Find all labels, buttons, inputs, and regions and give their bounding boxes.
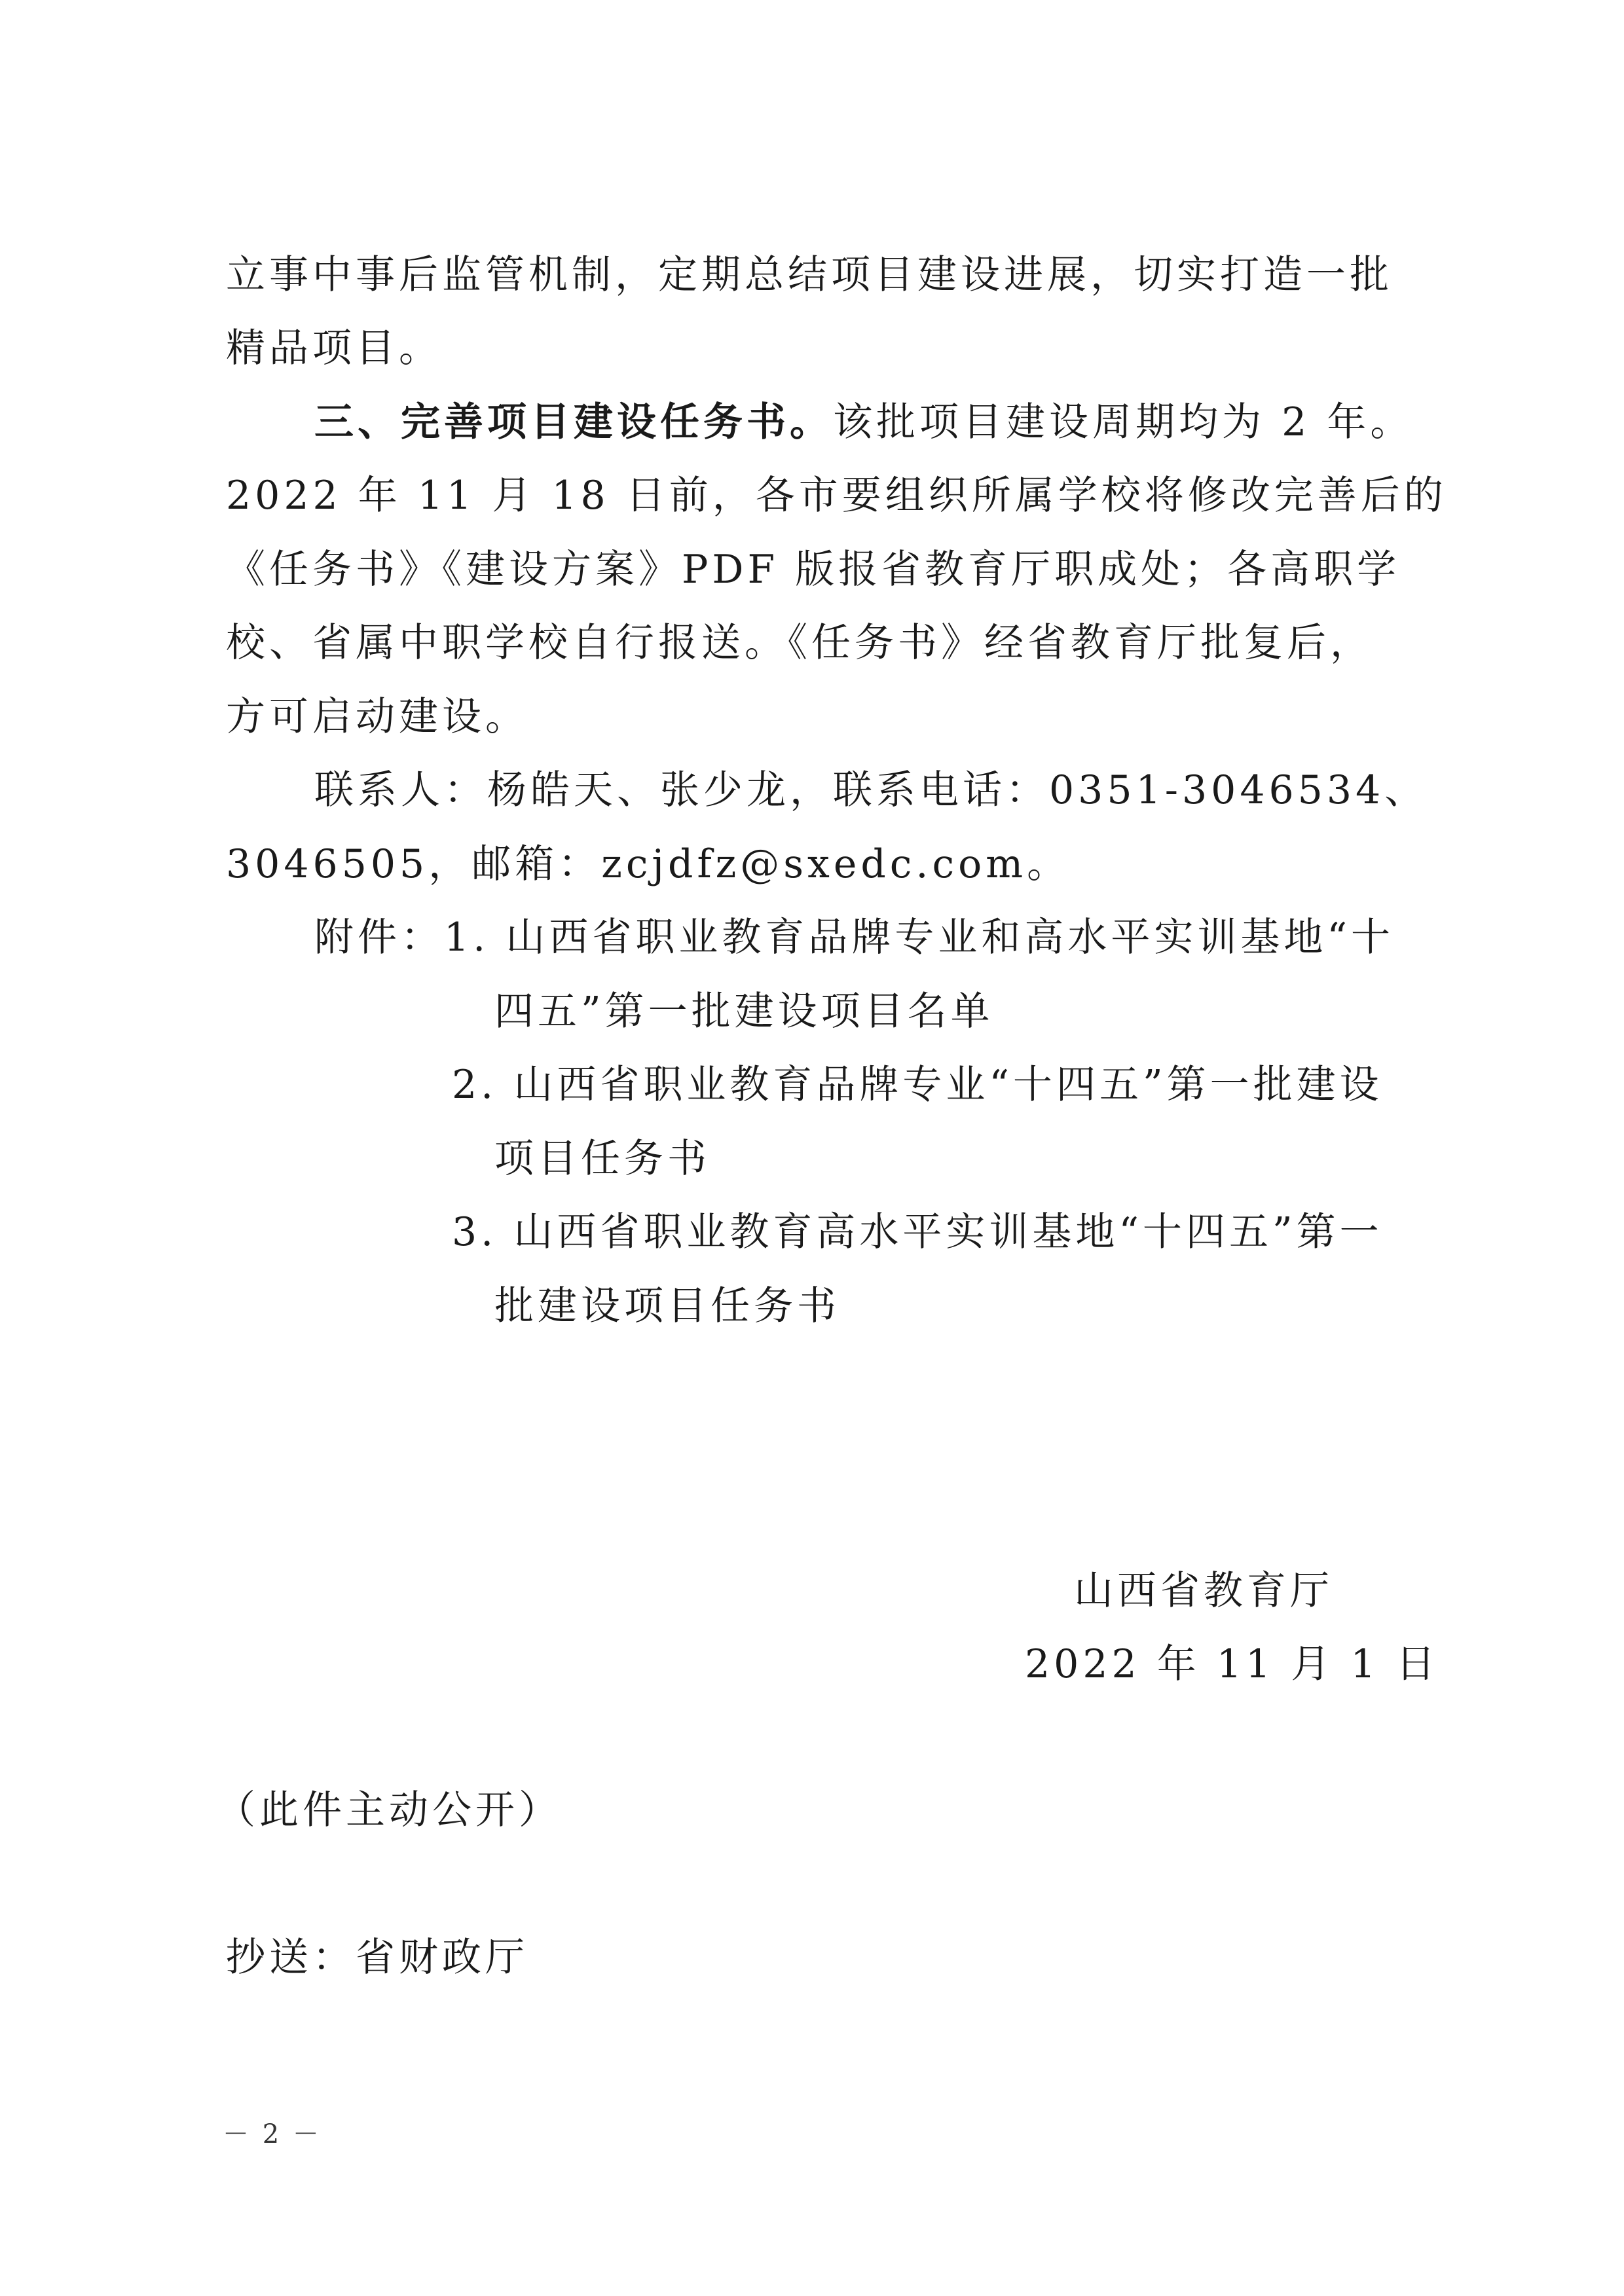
section-three-line	[314, 396, 1413, 448]
body-line: 2022 年 11 月 18 日前，各市要组织所属学校将修改完善后的	[226, 473, 1447, 519]
signature-org: 山西省教育厅	[1074, 1568, 1333, 1614]
section-three-text: 该批项目建设周期均为 2 年。	[833, 399, 1414, 445]
body-line: 立事中事后监管机制，定期总结项目建设进展，切实打造一批	[226, 252, 1393, 298]
page-number: － 2 －	[223, 2119, 322, 2149]
body-line: 精品项目。	[226, 325, 442, 371]
attachment-text: 1. 山西省职业教育品牌专业和高水平实训基地“十	[444, 915, 1394, 960]
cc-line: 抄送：省财政厅	[226, 1935, 528, 1980]
body-line: 方可启动建设。	[226, 694, 528, 740]
attachment-item-3-cont: 批建设项目任务书	[494, 1283, 840, 1329]
section-three-heading: 三、完善项目建设任务书。	[314, 399, 833, 445]
attachment-item-1	[314, 911, 1394, 964]
attachment-item-1-cont: 四五”第一批建设项目名单	[494, 989, 994, 1034]
body-line: 校、省属中职学校自行报送。《任务书》经省教育厅批复后，	[226, 620, 1373, 666]
contact-line: 联系人：杨皓天、张少龙，联系电话：0351-3046534、	[314, 767, 1428, 813]
attachment-item-2-cont: 项目任务书	[494, 1136, 710, 1182]
body-line: 《任务书》《建设方案》PDF 版报省教育厅职成处；各高职学	[226, 547, 1401, 592]
public-notice: （此件主动公开）	[216, 1787, 562, 1833]
attachment-prefix: 附件：	[314, 915, 444, 960]
attachment-item-3: 3. 山西省职业教育高水平实训基地“十四五”第一	[452, 1209, 1383, 1255]
attachment-item-2: 2. 山西省职业教育品牌专业“十四五”第一批建设	[452, 1062, 1383, 1108]
signature-date: 2022 年 11 月 1 日	[1025, 1641, 1439, 1687]
contact-line: 3046505，邮箱：zcjdfz@sxedc.com。	[226, 841, 1071, 887]
